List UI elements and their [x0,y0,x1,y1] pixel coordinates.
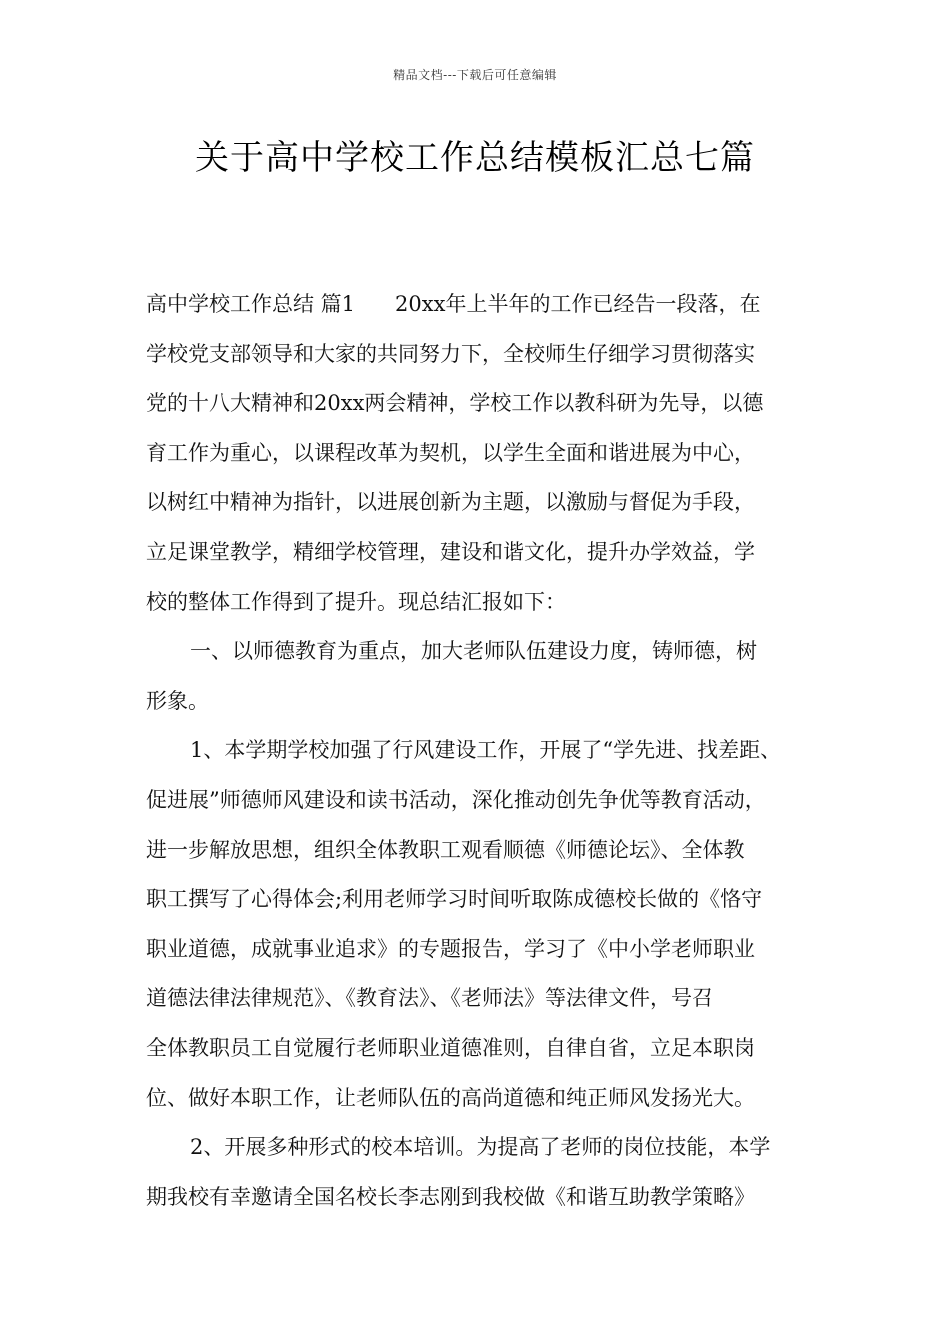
text-line: 进一步解放思想，组织全体教职工观看顺德《师德论坛》、全体教 [146,837,745,862]
text-line: 以树红中精神为指针，以进展创新为主题，以激励与督促为手段， [146,490,755,515]
text-line: 职业道德，成就事业追求》的专题报告，学习了《中小学老师职业 [146,936,755,961]
text-line: 形象。 [146,688,209,713]
item2-paragraph [146,1123,836,1222]
text-line: 全体教职员工自觉履行老师职业道德准则，自律自省，立足本职岗 [146,1035,755,1060]
text-line: 2、开展多种形式的校本培训。为提高了老师的岗位技能，本学 [190,1135,771,1160]
document-title: 关于高中学校工作总结模板汇总七篇 [195,138,755,178]
text-line: 党的十八大精神和20xx两会精神，学校工作以教科研为先导，以德 [146,391,764,416]
text-line: 职工撰写了心得体会;利用老师学习时间听取陈成德校长做的《恪守 [146,887,763,912]
intro-paragraph [146,280,836,627]
text-line: 一、以师德教育为重点，加大老师队伍建设力度，铸师德，树 [190,639,757,664]
document-body [146,280,836,1222]
item1-paragraph [146,726,836,1123]
intro-first-line-text: 20xx年上半年的工作已经告一段落，在 [395,292,761,316]
text-line: 育工作为重心，以课程改革为契机，以学生全面和谐进展为中心， [146,440,755,465]
text-line: 促进展”师德师风建设和读书活动，深化推动创先争优等教育活动， [146,787,766,812]
text-line: 学校党支部领导和大家的共同努力下，全校师生仔细学习贯彻落实 [146,341,755,366]
text-line: 期我校有幸邀请全国名校长李志刚到我校做《和谐互助教学策略》 [146,1184,755,1209]
text-line: 立足课堂教学，精细学校管理，建设和谐文化，提升办学效益，学 [146,539,755,564]
intro-first-line [146,280,836,330]
intro-label: 高中学校工作总结 篇1 [146,292,356,316]
text-line: 1、本学期学校加强了行风建设工作，开展了“学先进、找差距、 [190,738,782,763]
text-line: 校的整体工作得到了提升。现总结汇报如下： [146,589,566,614]
text-line: 道德法律法律规范》、《教育法》、《老师法》等法律文件，号召 [146,986,713,1011]
section1-paragraph [146,627,836,726]
text-line: 位、做好本职工作，让老师队伍的高尚道德和纯正师风发扬光大。 [146,1085,755,1110]
header-note: 精品文档---下载后可任意编辑 [393,68,557,82]
